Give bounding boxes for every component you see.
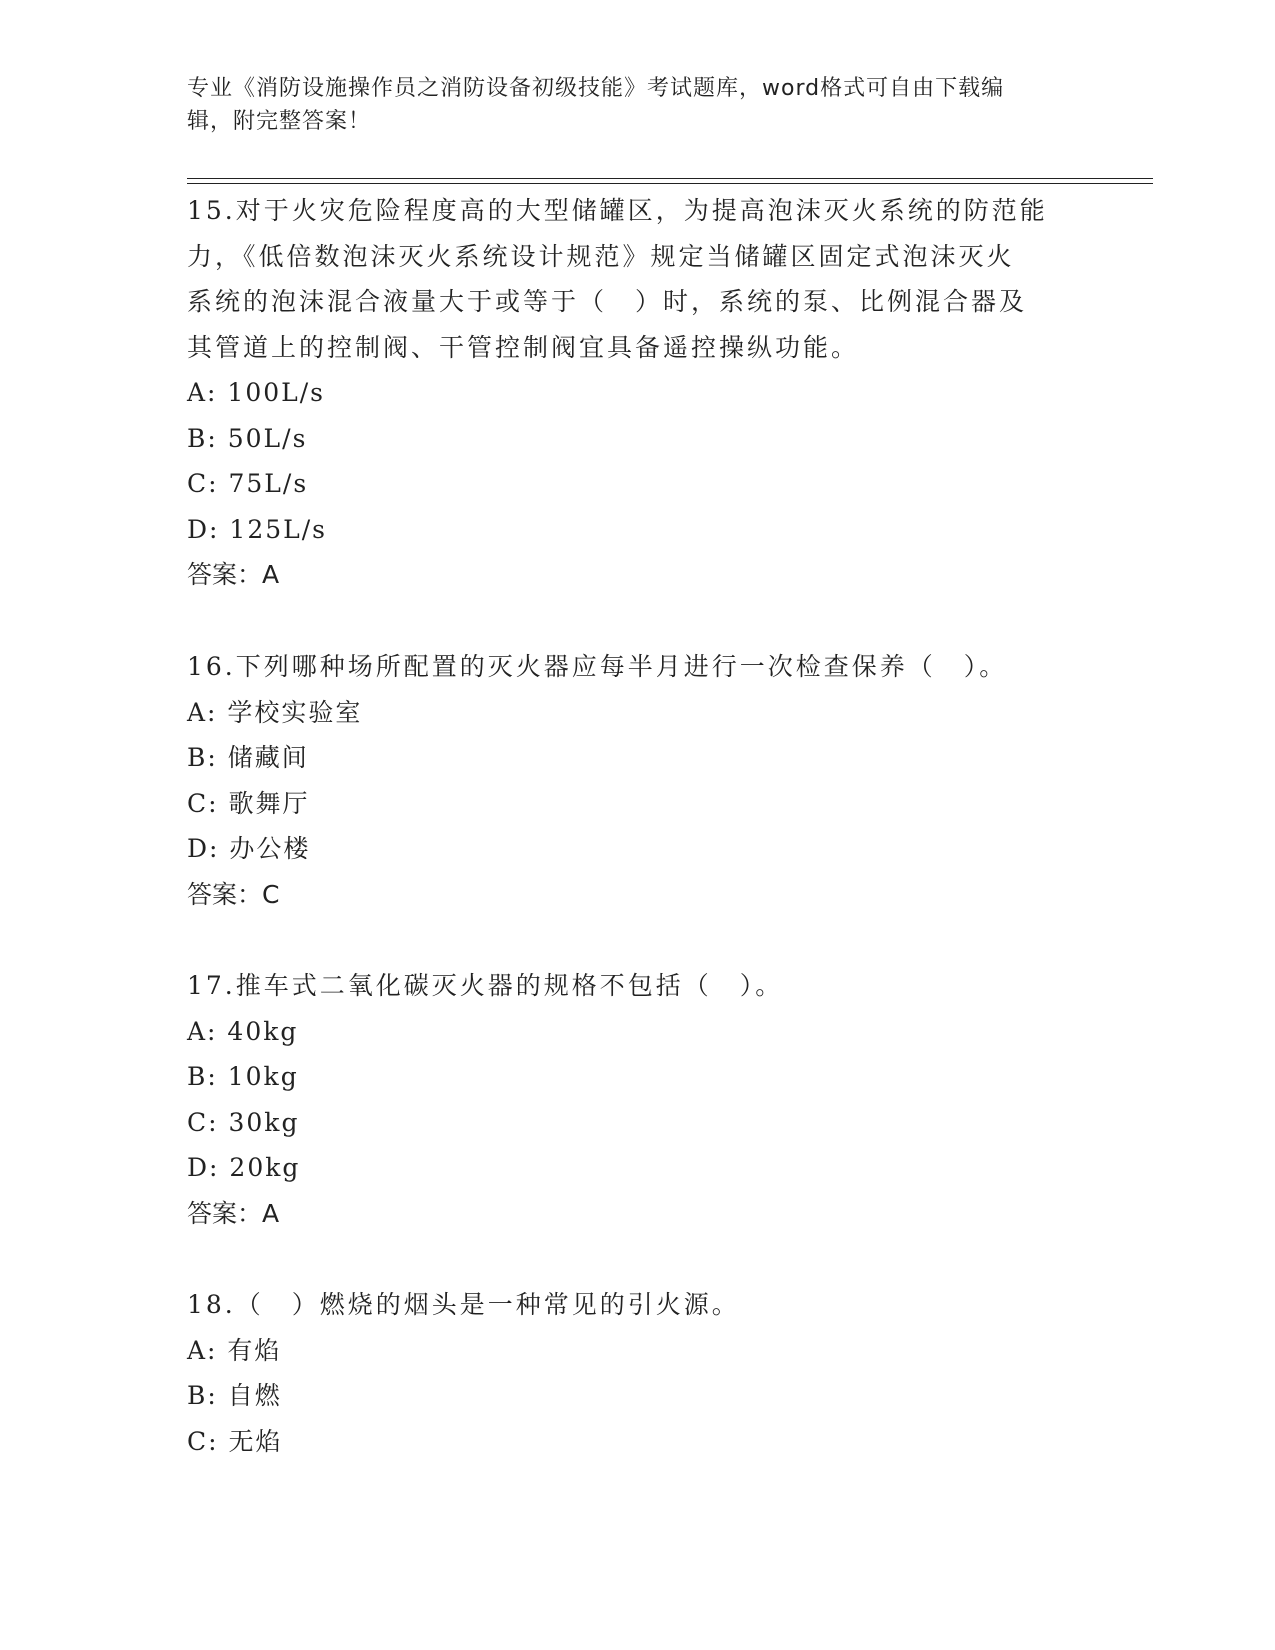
header-line-1: 专业《消防设施操作员之消防设备初级技能》考试题库，word格式可自由下载编 (187, 76, 1005, 101)
header-divider-bottom (187, 183, 1153, 184)
option-a: A: 40kg (187, 1016, 299, 1046)
option-c: C: 歌舞厅 (187, 788, 310, 818)
question-text-line: 16.下列哪种场所配置的灭火器应每半月进行一次检查保养（ ）。 (187, 652, 1008, 681)
question-text-line: 18.（ ）燃烧的烟头是一种常见的引火源。 (187, 1290, 740, 1319)
option-b: B: 50L/s (187, 423, 308, 453)
header-divider-top (187, 178, 1153, 179)
question-text-line: 17.推车式二氧化碳灭火器的规格不包括（ ）。 (187, 971, 784, 1000)
question-text-line: 系统的泡沫混合液量大于或等于（ ）时，系统的泵、比例混合器及 (187, 287, 1028, 316)
question-16 (187, 644, 1087, 917)
header-line-2: 辑，附完整答案！ (187, 109, 372, 134)
question-text-line: 15.对于火灾危险程度高的大型储罐区，为提高泡沫灭火系统的防范能 (187, 196, 1048, 225)
question-18 (187, 1282, 1087, 1464)
option-c: C: 30kg (187, 1107, 300, 1137)
answer: 答案：A (187, 560, 280, 589)
option-a: A: 100L/s (187, 378, 325, 407)
answer: 答案：C (187, 879, 280, 909)
option-a: A: 有焰 (187, 1335, 282, 1365)
option-c: C: 75L/s (187, 469, 309, 498)
question-text-line: 其管道上的控制阀、干管控制阀宜具备遥控操纵功能。 (187, 332, 860, 362)
option-a: A: 学校实验室 (187, 697, 363, 727)
option-b: B: 自燃 (187, 1381, 282, 1410)
question-15 (187, 188, 1087, 598)
option-d: D: 125L/s (187, 514, 327, 544)
option-c: C: 无焰 (187, 1426, 283, 1456)
option-d: D: 办公楼 (187, 834, 311, 863)
option-b: B: 储藏间 (187, 743, 309, 772)
question-text-line: 力，《低倍数泡沫灭火系统设计规范》规定当储罐区固定式泡沫灭火 (187, 241, 1015, 271)
question-17 (187, 963, 1087, 1236)
answer: 答案：A (187, 1198, 280, 1228)
document-header (187, 72, 1087, 138)
option-d: D: 20kg (187, 1153, 301, 1182)
option-b: B: 10kg (187, 1062, 299, 1091)
